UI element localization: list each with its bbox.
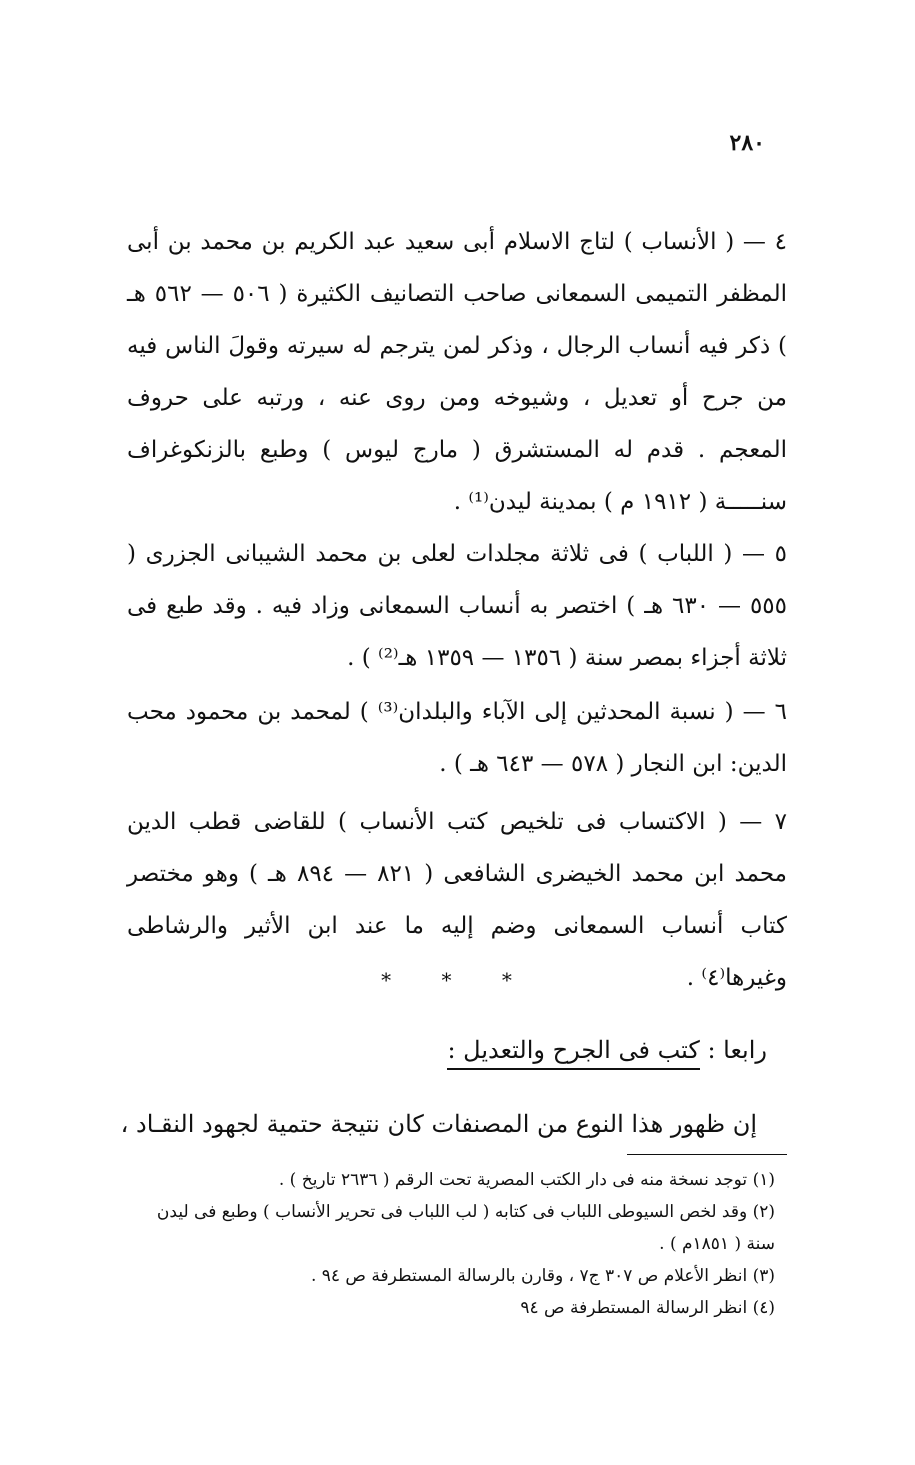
footnote-2: (٢) وقد لخص السيوطى اللباب فى كتابه ( لب اللباب فى تحرير الأنساب ) وطبع فى ليدن سنة ( ١٨٥١م ) . (156, 1202, 775, 1254)
entry-7-text: ٧ — ( الاكتساب فى تلخيص كتب الأنساب ) للقاضى قطب الدين محمد ابن محمد الخيضرى الشافعى ( ٨٢١ — ٨٩٤ هـ ) وهو مختصر كتاب أنساب السمعانى وضم إليه ما عند ابن الأثير والرشاطى وغيرها⁽٤⁾ . (127, 809, 787, 991)
footnote-divider (627, 1154, 787, 1155)
entry-4 (127, 216, 787, 528)
footnote-1: (١) توجد نسخة منه فى دار الكتب المصرية تحت الرقم ( ٢٦٣٦ تاريخ ) . (278, 1170, 775, 1190)
page-number: ٢٨٠ (729, 130, 765, 156)
entry-6 (127, 686, 787, 790)
entry-5 (127, 528, 787, 684)
section-prefix: رابعا : (707, 1036, 767, 1064)
footnote-4: (٤) انظر الرسالة المستطرفة ص ٩٤ (520, 1298, 775, 1318)
intro-paragraph: إن ظهور هذا النوع من المصنفات كان نتيجة حتمية لجهود النقـاد ، (120, 1110, 757, 1138)
footnote-3: (٣) انظر الأعلام ص ٣٠٧ ج٧ ، وقارن بالرسالة المستطرفة ص ٩٤ . (310, 1266, 775, 1286)
entry-6-text: ٦ — ( نسبة المحدثين إلى الآباء والبلدان⁽³⁾ ) لمحمد بن محمود محب الدين: ابن النجار ( ٥٧٨ — ٦٤٣ هـ ) . (127, 699, 787, 777)
section-title: كتب فى الجرح والتعديل : (447, 1036, 699, 1070)
section-heading (447, 1036, 767, 1064)
section-separator: * * * (381, 968, 534, 992)
footnotes (125, 1164, 775, 1324)
entry-4-text: ٤ — ( الأنساب ) لتاج الاسلام أبى سعيد عبد الكريم بن محمد بن أبى المظفر التميمى السمعانى صاحب التصانيف الكثيرة ( ٥٠٦ — ٥٦٢ هـ ) ذكر فيه أنساب الرجال ، وذكر لمن يترجم له سيرته وقولَ الناس فيه من جرح أو تعديل ، وشيوخه ومن روى عنه ، ورتبه على حروف المعجم . قدم له المستشرق ( مارج ليوس ) وطبع بالزنكوغراف سنـــــة ( ١٩١٢ م ) بمدينة ليدن⁽¹⁾ . (127, 229, 788, 515)
entry-5-text: ٥ — ( اللباب ) فى ثلاثة مجلدات لعلى بن محمد الشيبانى الجزرى ( ٥٥٥ — ٦٣٠ هـ ) اختصر به أنساب السمعانى وزاد فيه . وقد طبع فى ثلاثة أجزاء بمصر سنة ( ١٣٥٦ — ١٣٥٩ هـ⁽²⁾ ) . (127, 541, 787, 671)
